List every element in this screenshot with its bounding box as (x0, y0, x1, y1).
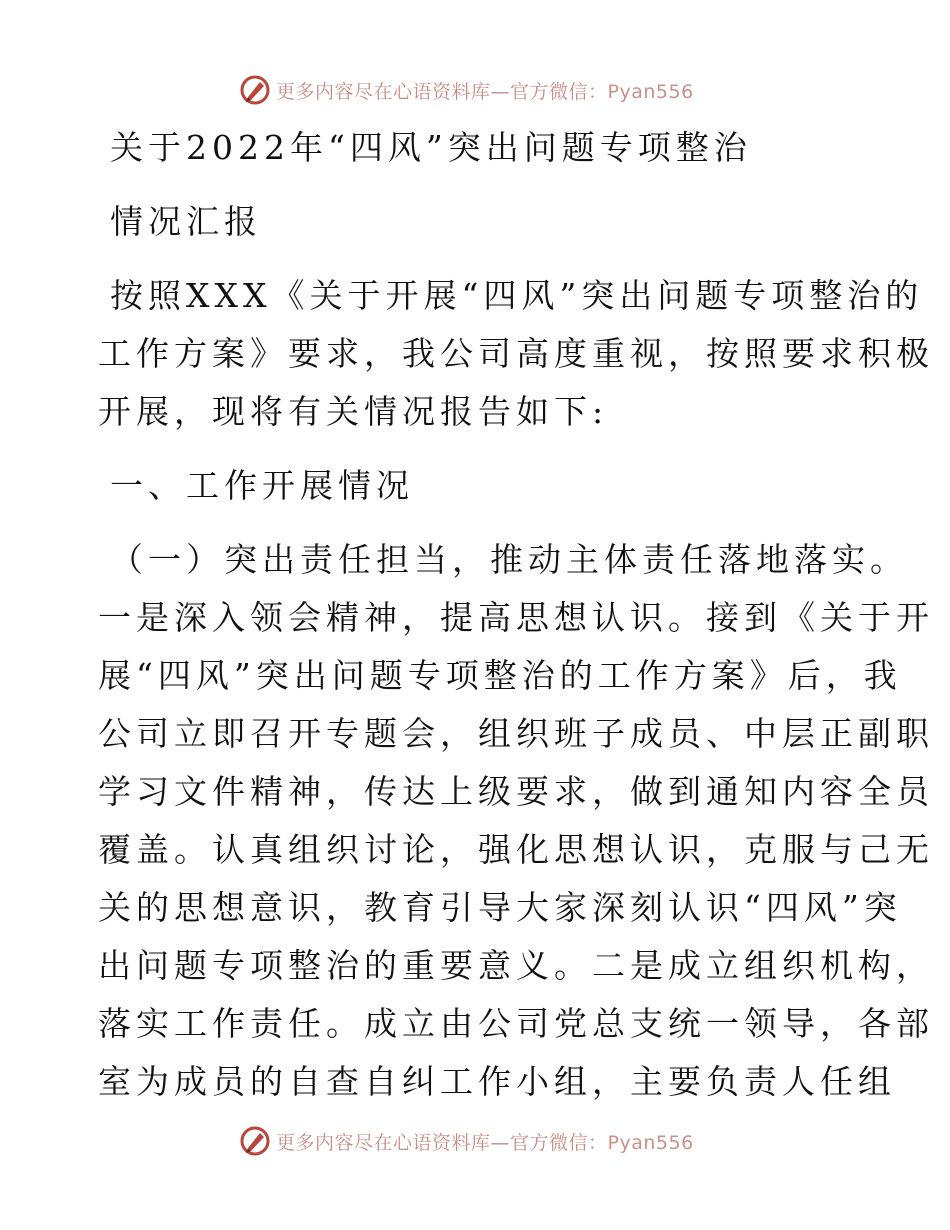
paragraph-line: 学习文件精神，传达上级要求，做到通知内容全员 (98, 772, 934, 811)
paragraph-line: 展“四风”突出问题专项整治的工作方案》后，我 (98, 656, 902, 695)
paragraph-line: 落实工作责任。成立由公司党总支统一领导，各部 (98, 1004, 934, 1043)
paragraph-line: 室为成员的自查自纠工作小组，主要负责人任组 (98, 1062, 896, 1101)
paragraph-line: 关的思想意识，教育引导大家深刻认识“四风”突 (98, 888, 902, 927)
paragraph-line: 出问题专项整治的重要意义。二是成立组织机构， (98, 946, 934, 985)
section-heading: 一、工作开展情况 (110, 466, 414, 505)
watermark-text: 更多内容尽在心语资料库—官方微信：Pyan556 (276, 80, 694, 103)
pen-nib-logo-icon (238, 73, 272, 107)
subsection-heading: （一）突出责任担当，推动主体责任落地落实。 (110, 540, 908, 579)
paragraph-line: 一是深入领会精神，提高思想认识。接到《关于开 (98, 598, 934, 637)
paragraph-line: 公司立即召开专题会，组织班子成员、中层正副职 (98, 714, 934, 753)
paragraph-line: 开展，现将有关情况报告如下: (98, 392, 609, 431)
document-subtitle: 情况汇报 (110, 202, 262, 241)
pen-nib-logo-icon (238, 1124, 272, 1158)
watermark-header (238, 73, 694, 107)
paragraph-line: 工作方案》要求，我公司高度重视，按照要求积极 (98, 334, 934, 373)
document-title: 关于2022年“四风”突出问题专项整治 (110, 128, 752, 167)
watermark-text: 更多内容尽在心语资料库—官方微信：Pyan556 (276, 1131, 694, 1154)
paragraph-line: 按照XXX《关于开展“四风”突出问题专项整治的 (110, 276, 924, 315)
paragraph-line: 覆盖。认真组织讨论，强化思想认识，克服与己无 (98, 830, 934, 869)
watermark-footer (238, 1124, 694, 1158)
